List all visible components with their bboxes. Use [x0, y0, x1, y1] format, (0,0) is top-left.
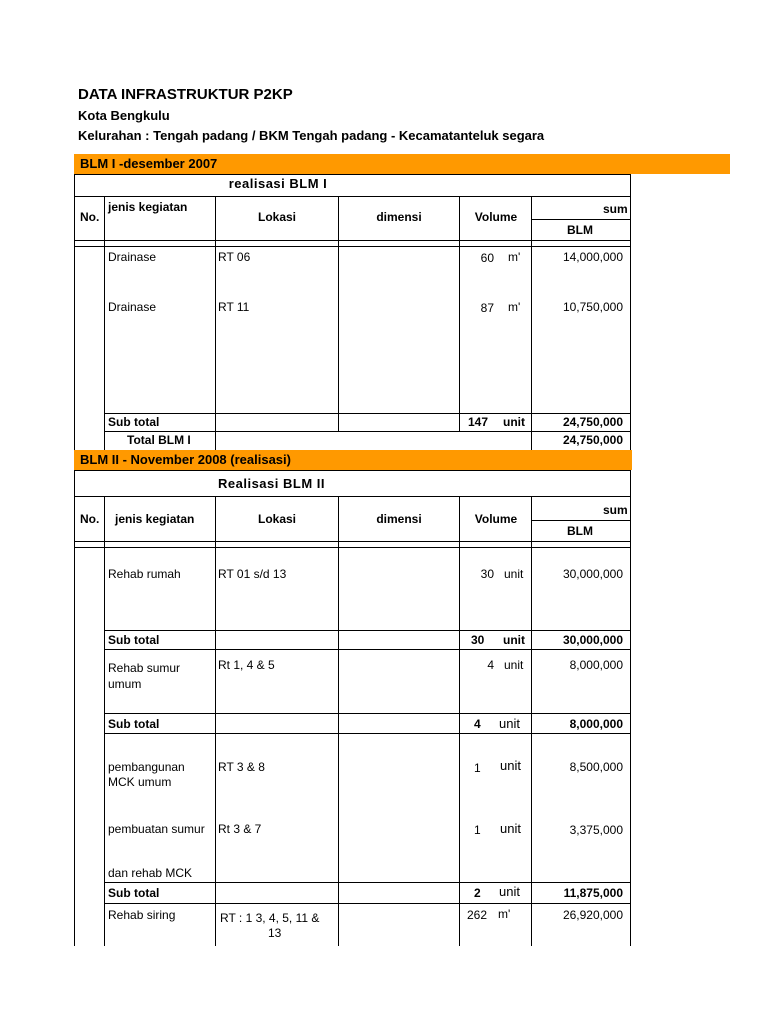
blm2-col-dimensi: dimensi: [376, 512, 422, 526]
blm1-row2-jenis: Drainase: [108, 300, 157, 314]
grid-line: [104, 649, 630, 650]
grid-line: [104, 431, 630, 432]
rehab-rumah-blm: 30,000,000: [562, 567, 623, 581]
blm1-row2-lokasi: RT 11: [218, 300, 250, 314]
grid-line: [74, 547, 630, 548]
grid-line: [74, 496, 630, 497]
blm1-col-dimensi: dimensi: [376, 210, 422, 224]
rehab-rumah-unit: unit: [504, 567, 524, 581]
grid-line: [630, 470, 631, 946]
grid-line: [74, 174, 75, 450]
mck-volume: 1: [474, 761, 481, 775]
blm2-band: BLM II - November 2008 (realisasi): [74, 450, 632, 470]
sub3-label: Sub total: [108, 886, 160, 900]
sub2-label: Sub total: [108, 717, 160, 731]
blm1-col-jenis: jenis kegiatan: [108, 200, 188, 214]
blm1-total-blm: 24,750,000: [562, 433, 623, 447]
blm1-col-no: No.: [80, 210, 100, 224]
rehab-rumah-volume: 30: [480, 567, 494, 581]
sub2-unit: unit: [499, 716, 520, 731]
blm1-total-label: Total BLM I: [127, 433, 191, 447]
grid-line: [104, 413, 630, 414]
grid-line: [104, 196, 105, 450]
kelurahan-label: Kelurahan : Tengah padang / BKM Tengah padang - Kecamatanteluk segara: [78, 128, 545, 143]
grid-line: [215, 496, 216, 946]
blm1-subtotal-label: Sub total: [108, 415, 160, 429]
grid-line: [74, 470, 630, 471]
page-title: DATA INFRASTRUKTUR P2KP: [78, 86, 293, 103]
rehab-rumah-jenis: Rehab rumah: [108, 567, 181, 581]
mck-jenis: pembangunan: [108, 760, 185, 774]
rehab-sumur-jenis-line2: umum: [108, 677, 142, 691]
blm1-row2-blm: 10,750,000: [562, 300, 623, 314]
sub1-blm: 30,000,000: [562, 633, 623, 647]
siring-lokasi: RT : 1 3, 4, 5, 11 &: [220, 911, 320, 925]
sub3-blm: 11,875,000: [563, 886, 623, 900]
blm1-row1-lokasi: RT 06: [218, 250, 251, 264]
mck-jenis-line2: MCK umum: [108, 775, 172, 789]
grid-line: [532, 520, 630, 521]
blm2-col-lokasi: Lokasi: [257, 512, 296, 526]
blm1-col-volume: Volume: [474, 210, 518, 224]
sub2-blm: 8,000,000: [569, 717, 623, 731]
siring-unit: m': [498, 907, 511, 921]
grid-line: [338, 196, 339, 431]
blm1-band: BLM I -desember 2007: [74, 154, 730, 174]
rehab-sumur-volume: 4: [487, 658, 494, 672]
blm1-row2-volume: 87: [480, 301, 494, 315]
siring-jenis: Rehab siring: [108, 908, 176, 922]
rehab-sumur-blm: 8,000,000: [569, 658, 623, 672]
sub2-volume: 4: [474, 717, 481, 731]
blm1-row1-volume: 60: [480, 251, 494, 265]
blm1-subtotal-volume: 147: [468, 415, 489, 429]
grid-line: [74, 196, 630, 197]
grid-line: [338, 496, 339, 946]
rehab-sumur-unit: unit: [504, 658, 524, 672]
grid-line: [630, 174, 631, 450]
grid-line: [104, 882, 630, 883]
rehab-mck-jenis: dan rehab MCK: [108, 866, 193, 880]
blm1-col-lokasi: Lokasi: [257, 210, 296, 224]
blm1-subtotal-blm: 24,750,000: [562, 415, 623, 429]
blm2-col-blm: BLM: [567, 524, 593, 538]
rehab-sumur-jenis: Rehab sumur: [108, 661, 181, 675]
sumur-volume: 1: [474, 823, 481, 837]
siring-blm: 26,920,000: [562, 908, 623, 922]
grid-line: [74, 470, 75, 946]
sumur-lokasi: Rt 3 & 7: [218, 822, 262, 836]
blm2-col-jenis: jenis kegiatan: [115, 512, 195, 526]
blm1-row1-blm: 14,000,000: [562, 250, 623, 264]
blm2-col-volume: Volume: [474, 512, 518, 526]
blm1-col-sum: sum: [603, 202, 628, 216]
sumur-unit: unit: [500, 821, 521, 836]
grid-line: [531, 196, 532, 450]
blm1-col-blm: BLM: [567, 223, 593, 237]
siring-lokasi-line2: 13: [268, 926, 282, 940]
grid-line: [215, 196, 216, 450]
grid-line: [74, 174, 630, 175]
grid-line: [459, 496, 460, 946]
sub3-unit: unit: [499, 884, 520, 899]
city-label: Kota Bengkulu: [78, 108, 170, 123]
grid-line: [104, 630, 630, 631]
sub3-volume: 2: [474, 886, 481, 900]
mck-lokasi: RT 3 & 8: [218, 760, 265, 774]
grid-line: [104, 496, 105, 946]
grid-line: [74, 246, 630, 247]
grid-line: [104, 903, 630, 904]
blm2-col-sum: sum: [603, 503, 628, 517]
blm1-row1-unit: m': [508, 250, 521, 264]
blm1-subtitle: realisasi BLM I: [228, 176, 328, 191]
sumur-jenis: pembuatan sumur: [108, 822, 205, 836]
grid-line: [74, 240, 630, 241]
rehab-sumur-lokasi: Rt 1, 4 & 5: [218, 658, 275, 672]
rehab-rumah-lokasi: RT 01 s/d 13: [218, 567, 287, 581]
grid-line: [74, 541, 630, 542]
sub1-label: Sub total: [108, 633, 160, 647]
mck-unit: unit: [500, 758, 521, 773]
blm1-subtotal-unit: unit: [503, 415, 525, 429]
blm1-row1-jenis: Drainase: [108, 250, 157, 264]
grid-line: [104, 733, 630, 734]
grid-line: [104, 713, 630, 714]
mck-blm: 8,500,000: [569, 760, 623, 774]
blm2-col-no: No.: [80, 512, 100, 526]
blm2-subtitle: Realisasi BLM II: [218, 476, 325, 491]
siring-volume: 262: [467, 908, 488, 922]
grid-line: [531, 496, 532, 946]
sub1-volume: 30: [471, 633, 485, 647]
grid-line: [532, 219, 630, 220]
grid-line: [459, 196, 460, 431]
sub1-unit: unit: [503, 633, 525, 647]
sumur-blm: 3,375,000: [569, 823, 623, 837]
blm1-row2-unit: m': [508, 300, 521, 314]
